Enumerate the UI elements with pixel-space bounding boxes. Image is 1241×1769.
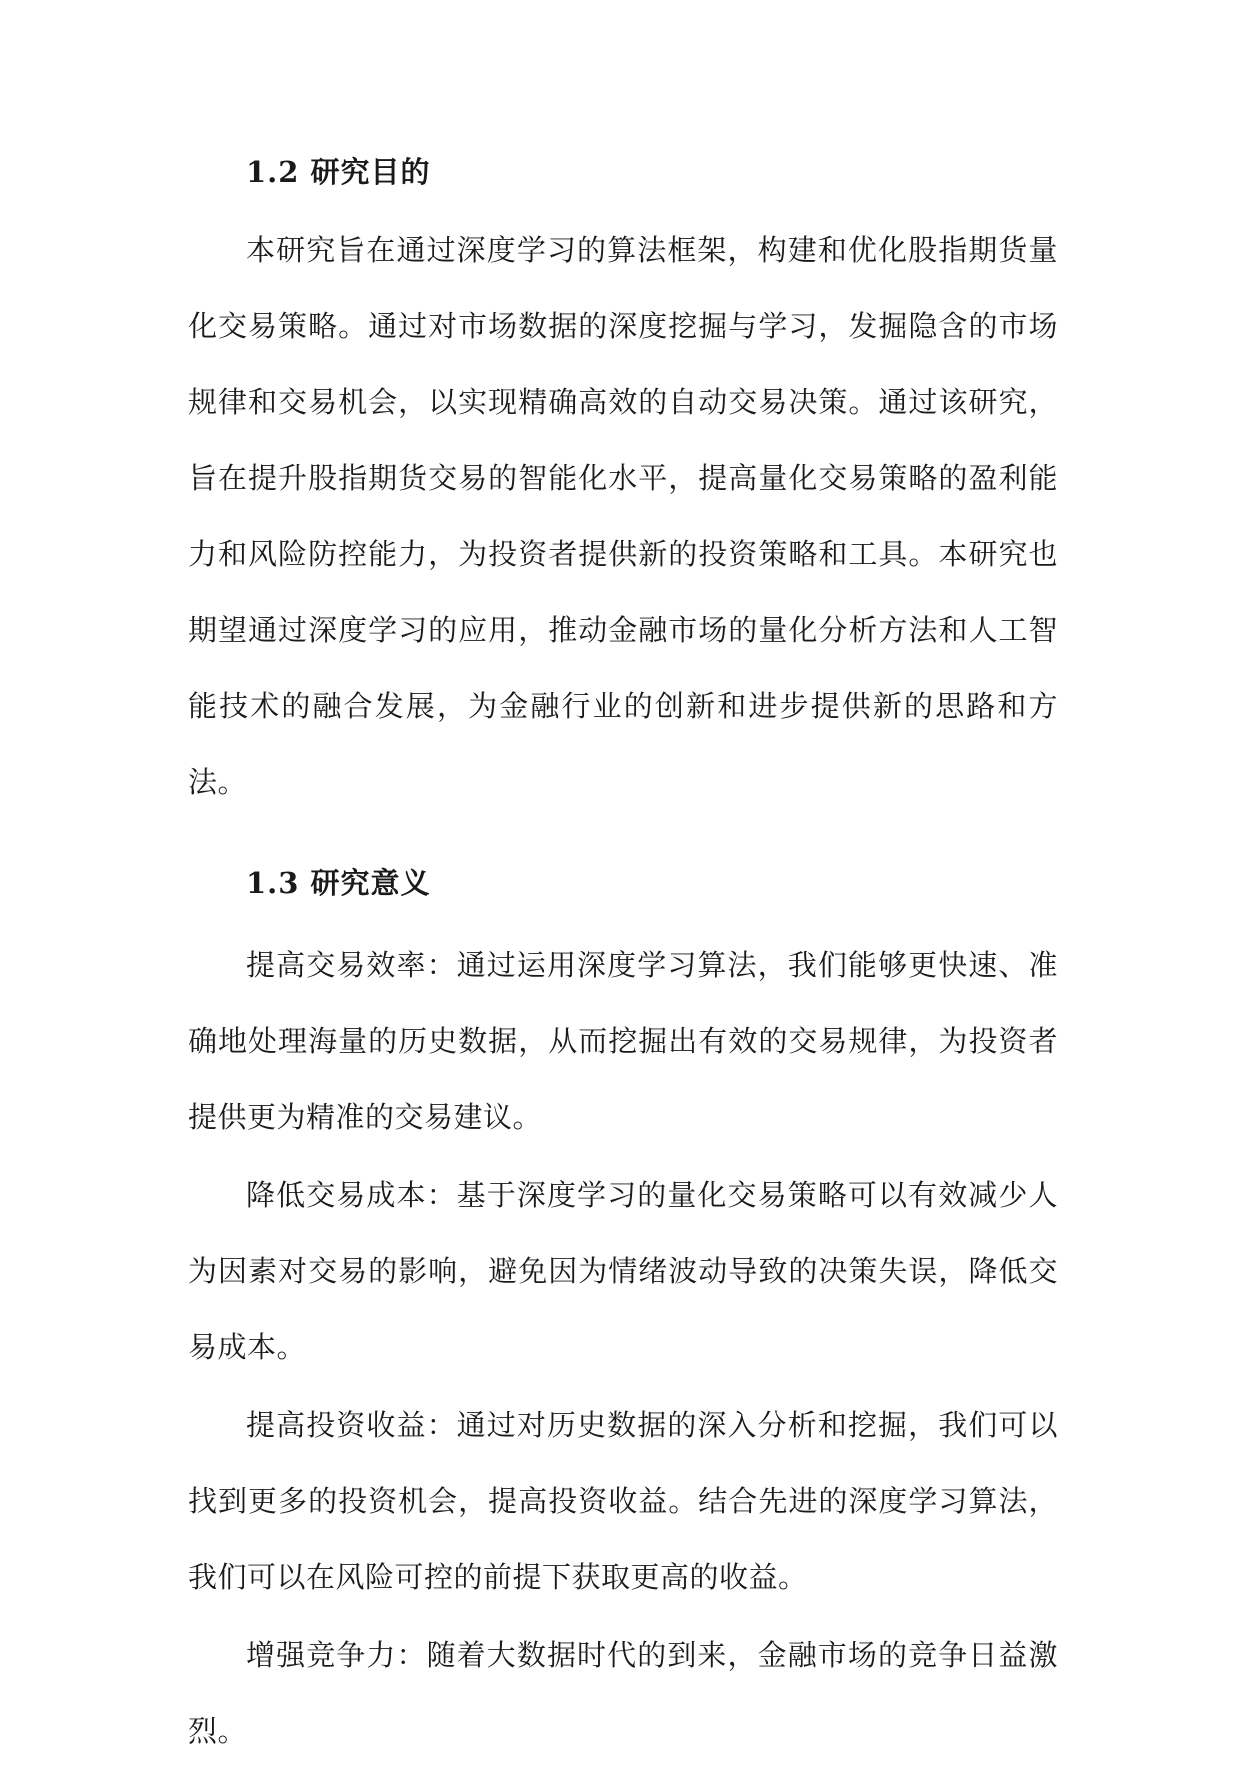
body-paragraph: 提高投资收益：通过对历史数据的深入分析和挖掘，我们可以找到更多的投资机会，提高投资收益。结合先进的深度学习算法，我们可以在风险可控的前提下获取更高的收益。 [188, 1408, 1058, 1594]
body-paragraph: 提高交易效率：通过运用深度学习算法，我们能够更快速、准确地处理海量的历史数据，从而挖掘出有效的交易规律，为投资者提供更为精准的交易建议。 [188, 948, 1058, 1134]
section-heading: 1.3 研究意义 [246, 866, 431, 900]
section-research-significance [188, 853, 1058, 1769]
body-paragraph: 增强竞争力：随着大数据时代的到来，金融市场的竞争日益激烈。 [188, 1638, 1058, 1748]
section-research-purpose [188, 142, 1058, 820]
body-paragraph: 本研究旨在通过深度学习的算法框架，构建和优化股指期货量化交易策略。通过对市场数据的深度挖掘与学习，发掘隐含的市场规律和交易机会，以实现精确高效的自动交易决策。通过该研究，旨在提升股指期货交易的智能化水平，提高量化交易策略的盈利能力和风险防控能力，为投资者提供新的投资策略和工具。本研究也期望通过深度学习的应用，推动金融市场的量化分析方法和人工智能技术的融合发展，为金融行业的创新和进步提供新的思路和方法。 [188, 233, 1058, 799]
body-paragraph: 降低交易成本：基于深度学习的量化交易策略可以有效减少人为因素对交易的影响，避免因为情绪波动导致的决策失误，降低交易成本。 [188, 1178, 1058, 1364]
document-body [188, 142, 1058, 1769]
section-heading: 1.2 研究目的 [246, 155, 431, 189]
